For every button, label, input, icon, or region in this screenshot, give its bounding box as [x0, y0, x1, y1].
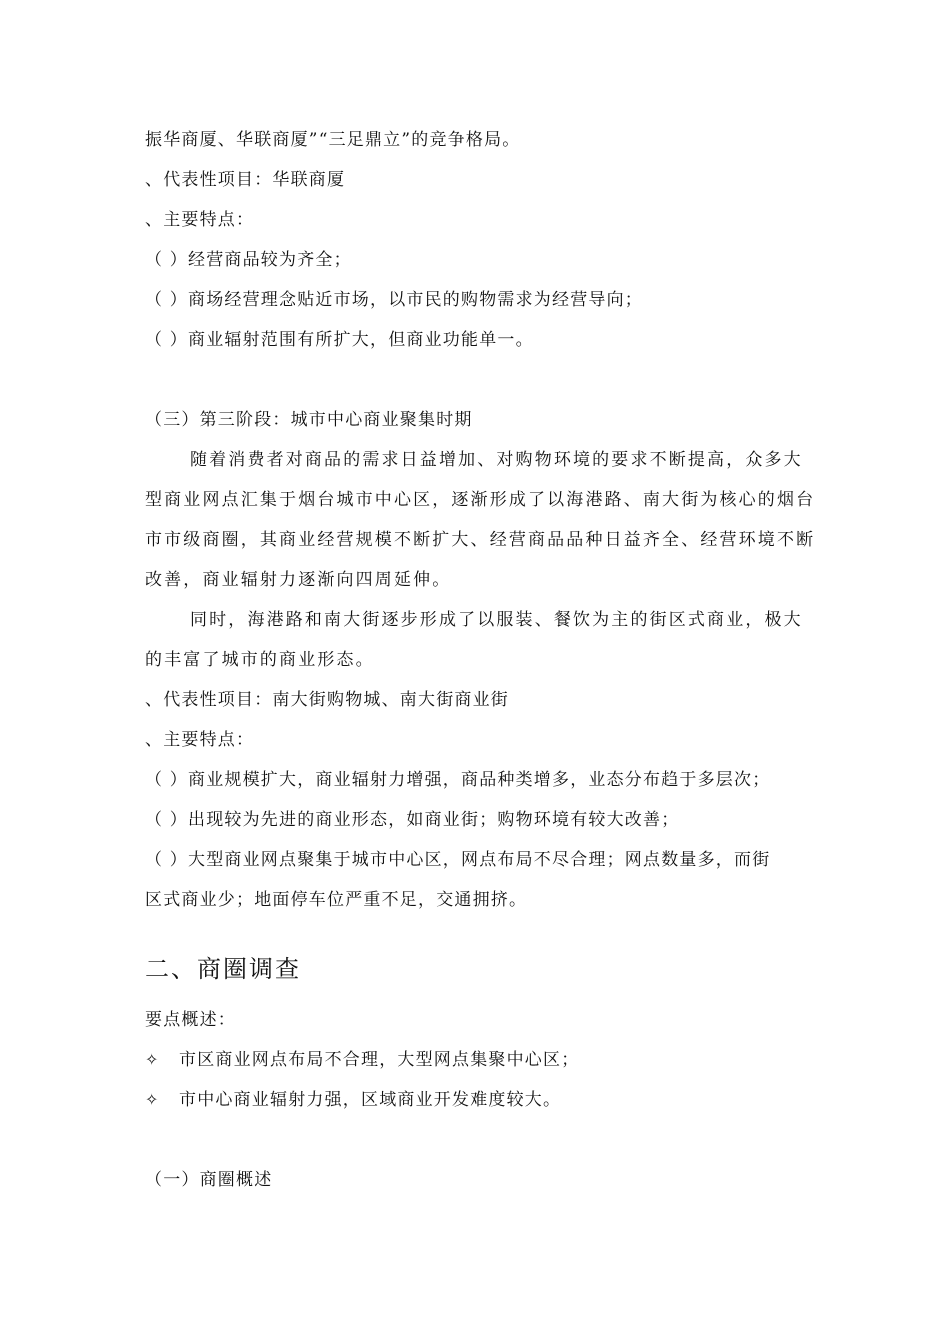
subsection-title: （一）商圈概述: [145, 1170, 273, 1190]
section-heading: 二、商圈调查: [145, 955, 301, 983]
paragraph-line: 市市级商圈，其商业经营规模不断扩大、经营商品品种日益齐全、经营环境不断: [145, 530, 816, 550]
list-item: （ ）出现较为先进的商业形态，如商业街；购物环境有较大改善；: [145, 810, 680, 830]
four-point-star-icon: ✧: [145, 1050, 160, 1069]
paragraph-line: 型商业网点汇集于烟台城市中心区，逐渐形成了以海港路、南大街为核心的烟台: [145, 490, 816, 510]
bullet-item: [145, 1048, 579, 1072]
paragraph-line: 随着消费者对商品的需求日益增加、对购物环境的要求不断提高，众多大: [190, 450, 803, 470]
bullet-text: 市区商业网点布局不合理，大型网点集聚中心区；: [179, 1050, 580, 1070]
text-line: 、主要特点：: [145, 210, 255, 230]
summary-label: 要点概述：: [145, 1010, 236, 1030]
bullet-item: [145, 1088, 561, 1112]
list-item: （ ）大型商业网点聚集于城市中心区，网点布局不尽合理；网点数量多，而街: [145, 850, 771, 870]
list-item: （ ）商业辐射范围有所扩大，但商业功能单一。: [145, 330, 534, 350]
text-line: 、主要特点：: [145, 730, 255, 750]
list-item: 区式商业少；地面停车位严重不足，交通拥挤。: [145, 890, 528, 910]
bullet-text: 市中心商业辐射力强，区域商业开发难度较大。: [179, 1090, 562, 1110]
text-line: 、代表性项目：华联商厦: [145, 170, 346, 190]
paragraph-line: 同时，海港路和南大街逐步形成了以服装、餐饮为主的街区式商业，极大: [190, 610, 803, 630]
subsection-title: （三）第三阶段：城市中心商业聚集时期: [145, 410, 473, 430]
list-item: （ ）商业规模扩大，商业辐射力增强，商品种类增多，业态分布趋于多层次；: [145, 770, 771, 790]
list-item: （ ）商场经营理念贴近市场，以市民的购物需求为经营导向；: [145, 290, 644, 310]
paragraph-line: 的丰富了城市的商业形态。: [145, 650, 375, 670]
four-point-star-icon: ✧: [145, 1090, 160, 1109]
list-item: （ ）经营商品较为齐全；: [145, 250, 352, 270]
text-line: 、代表性项目：南大街购物城、南大街商业街: [145, 690, 509, 710]
text-line: 振华商厦、华联商厦”“三足鼎立”的竞争格局。: [145, 130, 521, 150]
paragraph-line: 改善，商业辐射力逐渐向四周延伸。: [145, 570, 452, 590]
